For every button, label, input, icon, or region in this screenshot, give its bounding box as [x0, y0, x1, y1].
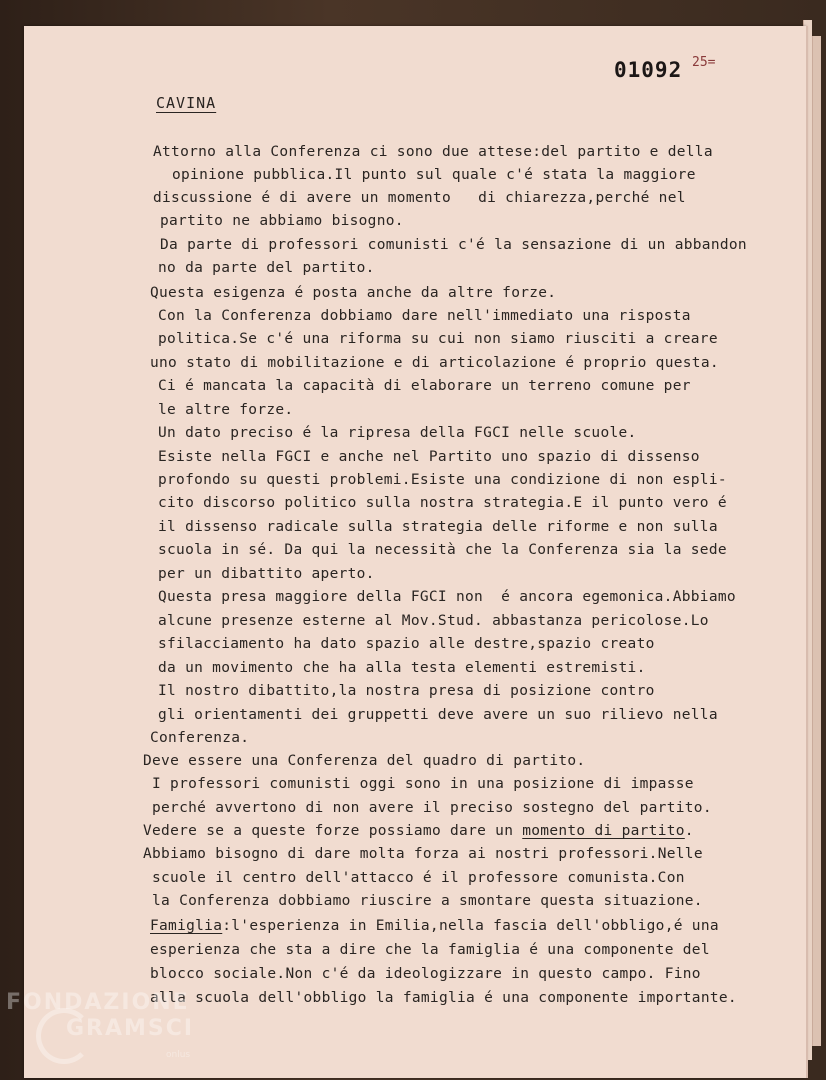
line-text: Questa esigenza é posta anche da altre forze. — [150, 285, 557, 301]
handwritten-annotation: 25= — [692, 55, 716, 70]
underlined-phrase: Famiglia — [150, 918, 223, 934]
text-line — [158, 565, 375, 583]
line-text: uno stato di mobilitazione e di articolazione é proprio questa. — [150, 355, 719, 371]
underlined-phrase: momento di partito — [522, 823, 685, 839]
text-line — [158, 659, 646, 677]
text-line — [150, 989, 737, 1007]
line-text: Vedere se a queste forze possiamo dare un — [143, 823, 523, 839]
line-text: Un dato preciso é la ripresa della FGCI nelle scuole. — [158, 425, 637, 441]
line-text: Il nostro dibattito,la nostra presa di posizione contro — [158, 683, 655, 699]
line-text: gli orientamenti dei gruppetti deve avere un suo rilievo nella — [158, 707, 718, 723]
line-text: discussione é di avere un momento di chiarezza,perché nel — [153, 190, 686, 206]
document-title: CAVINA — [156, 94, 217, 112]
line-text: le altre forze. — [158, 402, 294, 418]
line-text: no da parte del partito. — [158, 260, 375, 276]
text-line — [158, 706, 718, 724]
line-text: Esiste nella FGCI e anche nel Partito uno spazio di dissenso — [158, 449, 700, 465]
watermark-line-3: onlus — [166, 1050, 191, 1060]
text-line — [152, 892, 703, 910]
line-text: il dissenso radicale sulla strategia delle riforme e non sulla — [158, 519, 718, 535]
text-line — [158, 330, 718, 348]
line-text: Abbiamo bisogno di dare molta forza ai nostri professori.Nelle — [143, 846, 703, 862]
text-line — [158, 424, 637, 442]
line-text: opinione pubblica.Il punto sul quale c'é stata la maggiore — [172, 167, 696, 183]
line-text: scuole il centro dell'attacco é il professore comunista.Con — [152, 870, 685, 886]
text-line — [158, 518, 718, 536]
line-text: sfilacciamento ha dato spazio alle destre,spazio creato — [158, 636, 655, 652]
line-text: la Conferenza dobbiamo riuscire a smontare questa situazione. — [152, 893, 703, 909]
line-text: scuola in sé. Da qui la necessità che la Conferenza sia la sede — [158, 542, 727, 558]
line-text: da un movimento che ha alla testa elementi estremisti. — [158, 660, 646, 676]
text-line — [153, 143, 713, 161]
text-line — [150, 941, 710, 959]
watermark-line-1: FONDAZIONE — [6, 990, 190, 1015]
text-line — [158, 682, 655, 700]
text-line — [158, 588, 736, 606]
text-line — [158, 471, 727, 489]
line-text: Da parte di professori comunisti c'é la sensazione di un abbandon — [160, 237, 747, 253]
text-line — [158, 401, 293, 419]
line-text: cito discorso politico sulla nostra strategia.E il punto vero é — [158, 495, 727, 511]
text-line — [158, 612, 709, 630]
fondazione-gramsci-watermark — [6, 990, 195, 1060]
line-text: politica.Se c'é una riforma su cui non siamo riusciti a creare — [158, 331, 718, 347]
watermark-line-2: GRAMSCI — [66, 1016, 195, 1041]
text-line — [158, 494, 727, 512]
text-line — [143, 822, 694, 840]
text-line — [158, 259, 375, 277]
text-line — [153, 189, 686, 207]
page-edge — [812, 36, 821, 1046]
text-line — [152, 869, 685, 887]
text-line — [158, 448, 700, 466]
line-text: Deve essere una Conferenza del quadro di partito. — [143, 753, 586, 769]
line-text: Con la Conferenza dobbiamo dare nell'immediato una risposta — [158, 308, 691, 324]
line-text: profondo su questi problemi.Esiste una condizione di non espli- — [158, 472, 727, 488]
line-text-after: :l'esperienza in Emilia,nella fascia dell'obbligo,é una — [222, 918, 719, 934]
line-text: partito ne abbiamo bisogno. — [160, 213, 404, 229]
text-line — [152, 799, 712, 817]
line-text: Ci é mancata la capacità di elaborare un terreno comune per — [158, 378, 691, 394]
archive-number: 01092 — [614, 58, 683, 82]
line-text: perché avvertono di non avere il preciso sostegno del partito. — [152, 800, 712, 816]
text-line — [158, 307, 691, 325]
text-line — [150, 729, 249, 747]
line-text: alla scuola dell'obbligo la famiglia é una componente importante. — [150, 990, 737, 1006]
text-line — [172, 166, 696, 184]
line-text-after: . — [684, 823, 694, 839]
text-line — [160, 212, 404, 230]
text-line — [143, 752, 585, 770]
text-line — [158, 541, 727, 559]
text-line — [150, 965, 701, 983]
line-text: blocco sociale.Non c'é da ideologizzare in questo campo. Fino — [150, 966, 701, 982]
line-text: per un dibattito aperto. — [158, 566, 375, 582]
text-line — [143, 845, 703, 863]
line-text: Questa presa maggiore della FGCI non é ancora egemonica.Abbiamo — [158, 589, 736, 605]
line-text: alcune presenze esterne al Mov.Stud. abbastanza pericolose.Lo — [158, 613, 709, 629]
text-line — [150, 354, 719, 372]
line-text: I professori comunisti oggi sono in una posizione di impasse — [152, 776, 694, 792]
text-line — [150, 917, 719, 935]
text-line — [158, 377, 691, 395]
line-text: Conferenza. — [150, 730, 250, 746]
line-text: Attorno alla Conferenza ci sono due attese:del partito e della — [153, 144, 713, 160]
line-text: esperienza che sta a dire che la famiglia é una componente del — [150, 942, 710, 958]
text-line — [158, 635, 655, 653]
text-line — [152, 775, 694, 793]
text-line — [150, 284, 556, 302]
text-line — [160, 236, 747, 254]
